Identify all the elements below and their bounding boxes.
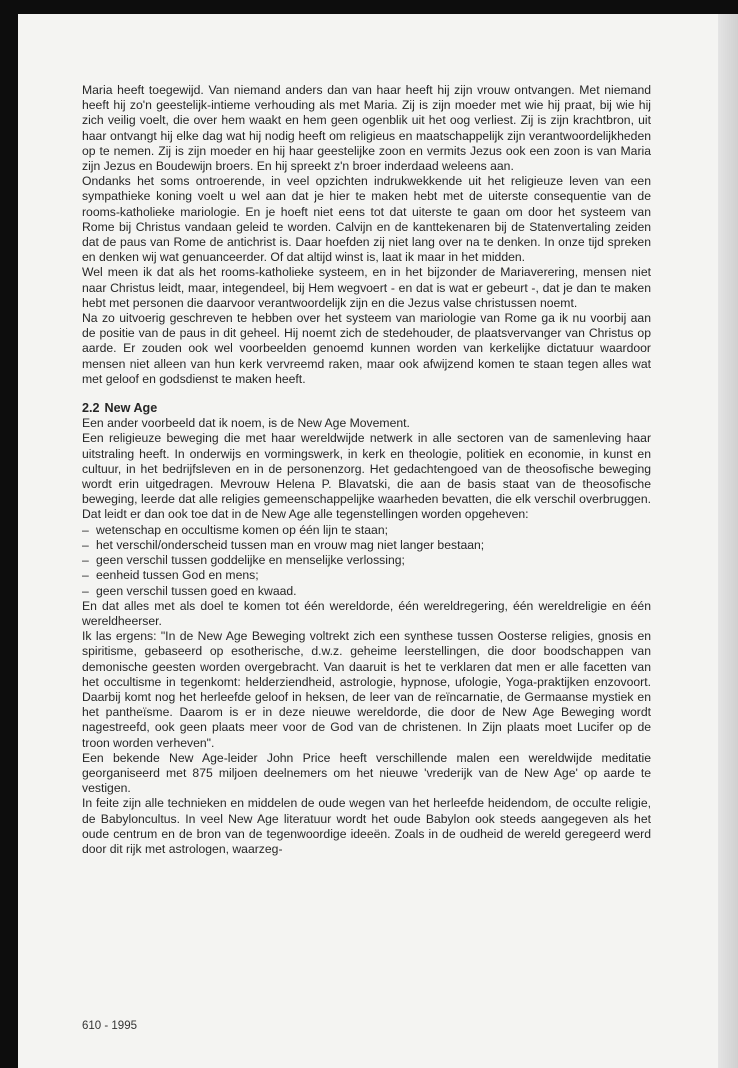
spacer — [82, 387, 651, 401]
section-heading — [82, 401, 651, 416]
list-item: – geen verschil tussen goddelijke en menselijke verlossing; — [82, 553, 651, 568]
section-number: 2.2 — [82, 401, 100, 416]
paragraph: Na zo uitvoerig geschreven te hebben over het systeem van mariologie van Rome ga ik nu voorbij aan de positie van de paus in dit geheel. Hij noemt zich de stedehouder, de plaatsvervanger van Christus op aarde. Er zouden ook wel voorbeelden genoemd kunnen worden van kerkelijke dictatuur waardoor mensen niet alleen van hun kerk vervreemd raken, maar ook afwijzend komen te staan tegen alles wat met geloof en godsdienst te maken heeft. — [82, 311, 651, 386]
list-item: – eenheid tussen God en mens; — [82, 568, 651, 583]
page-footer: 610 - 1995 — [82, 1020, 137, 1032]
paragraph: Ik las ergens: "In de New Age Beweging voltrekt zich een synthese tussen Oosterse religies, gnosis en spiritisme, gebaseerd op esotherische, d.w.z. geheime leerstellingen, die door boodschappen van demonische geesten worden overgebracht. Van daaruit is het te verklaren dat men er alle facetten van het occultisme in tegenkomt: helderziendheid, astrologie, hypnose, ufologie, Yoga-praktijken enzovoort. Daarbij komt nog het herleefde geloof in heksen, de leer van de reïncarnatie, de Germaanse mystiek en het pantheïsme. Daarom is er in deze nieuwe wereldorde, die door de New Age Beweging wordt nagestreefd, ook geen plaats meer voor de God van de christenen. In Zijn plaats moet Lucifer op de troon worden verheven". — [82, 629, 651, 750]
paragraph: En dat alles met als doel te komen tot één wereldorde, één wereldregering, één wereldreligie en één wereldheerser. — [82, 598, 651, 628]
list-item: – geen verschil tussen goed en kwaad. — [82, 584, 651, 599]
bullet-list — [82, 523, 651, 599]
paragraph: Wel meen ik dat als het rooms-katholieke systeem, en in het bijzonder de Mariaverering, mensen niet naar Christus leidt, maar, integendeel, bij Hem wegvoert - en dat is wat er gebeurt -, dat je dan te maken hebt met personen die daarvoor verantwoordelijk zijn en die Jezus valse christussen noemt. — [82, 265, 651, 310]
scan-top-border — [0, 0, 738, 14]
list-item: – wetenschap en occultisme komen op één lijn te staan; — [82, 523, 651, 538]
paragraph: Ondanks het soms ontroerende, in veel opzichten indrukwekkende uit het religieuze leven van een sympathieke koning voelt u wel aan dat je hier te maken hebt met de uiterste consequentie van de rooms-katholieke mariologie. En je hoeft niet eens tot dat uiterste te gaan om door het systeem van Rome bij Christus vandaan geleid te worden. Calvijn en de kanttekenaren bij de Statenvertaling zeiden dat de paus van Rome de antichrist is. Daar hoefden zij niet lang over na te denken. In onze tijd spreken en denken wij wat genuanceerder. Of dat altijd winst is, laat ik maar in het midden. — [82, 174, 651, 265]
page-body — [82, 83, 651, 857]
paragraph: Een religieuze beweging die met haar wereldwijde netwerk in alle sectoren van de samenleving haar uitstraling heeft. In onderwijs en vormingswerk, in kerk en theologie, politiek en economie, in kunst en cultuur, in het bedrijfsleven en in de personenzorg. Het gedachtengoed van de theosofische beweging wordt erin uitgedragen. Mevrouw Helena P. Blavatski, die aan de basis staat van de theosofische beweging, leerde dat alle religies gemeenschappelijke waarheden bevatten, die elk verschil overbruggen. Dat leidt er dan ook toe dat in de New Age alle tegenstellingen worden opgeheven: — [82, 431, 651, 522]
list-item: – het verschil/onderscheid tussen man en vrouw mag niet langer bestaan; — [82, 538, 651, 553]
paragraph: In feite zijn alle technieken en middelen de oude wegen van het herleefde heidendom, de occulte religie, de Babyloncultus. In veel New Age literatuur wordt het oude Babylon ook steeds aangegeven als het oude centrum en de bron van de tegenwoordige ideeën. Zoals in de oudheid de wereld geregeerd werd door dit rijk met astrologen, waarzeg- — [82, 796, 651, 856]
paragraph: Maria heeft toegewijd. Van niemand anders dan van haar heeft hij zijn vrouw ontvangen. Met niemand heeft hij zo'n geestelijk-intieme verhouding als met Maria. Zij is zijn moeder met wie hij praat, bij wie hij zich veilig voelt, die over hem waakt en hem geen ogenblik uit het oog verliest. Zij is zijn krachtbron, uit haar ontvangt hij elke dag wat hij nodig heeft om religieus en maatschappelijk zijn verantwoordelijkheden op te nemen. Zij is zijn moeder en hij haar geestelijke zoon en vermits Jezus ook een zoon is van Maria zijn Jezus en Boudewijn broers. En hij spreekt z'n broer inderdaad weleens aan. — [82, 83, 651, 174]
paragraph: Een ander voorbeeld dat ik noem, is de New Age Movement. — [82, 416, 410, 431]
paragraph: Een bekende New Age-leider John Price heeft verschillende malen een wereldwijde meditatie georganiseerd met 875 miljoen deelnemers om het nieuwe 'vrederijk van de New Age' op aarde te vestigen. — [82, 750, 651, 796]
section-title: New Age — [104, 401, 158, 416]
scan-left-border — [0, 0, 18, 1068]
scan-right-edge — [718, 14, 738, 1068]
